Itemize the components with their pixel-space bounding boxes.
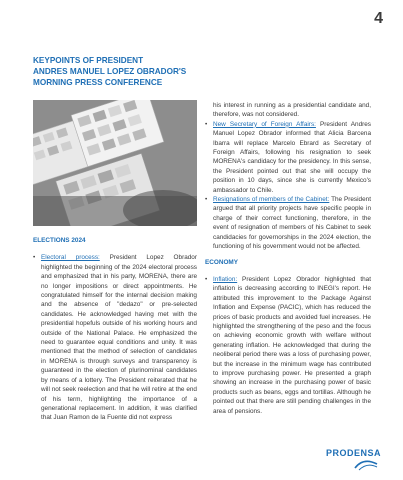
page-number: 4 bbox=[374, 10, 383, 27]
bullet-text: President Andres Manuel Lopez Obrador informed that Alicia Barcena Ibarra will replace Marcelo Ebrard as Secretary of Foreign Affairs, following his resignation to seek MORENA's candidacy for the presidency. In this sense, the President pointed out that she will occupy the position in 10 days, since she is currently Mexico's ambassador to Chile. bbox=[213, 120, 371, 194]
ballot-photo bbox=[33, 100, 197, 226]
bullet-lead: Resignations of members of the Cabinet: bbox=[213, 196, 330, 204]
bullet-lead: Electoral process: bbox=[41, 254, 100, 262]
right-column bbox=[205, 101, 371, 416]
logo-wordmark: PRODENSA bbox=[325, 448, 381, 458]
title-line: ANDRES MANUEL LOPEZ OBRADOR'S bbox=[33, 67, 187, 76]
bullet-lead: Inflation: bbox=[213, 275, 238, 283]
page-title bbox=[33, 55, 213, 88]
prodensa-logo bbox=[326, 448, 381, 472]
bullet-inflation bbox=[205, 275, 371, 416]
bullet-text: The President argued that all priority projects have specific people in charge of their correct functioning, therefore, in the event of resignation of members of his Cabinet to seek candidacies for governorships in the 2024 election, the functioning of his government would not be affected. bbox=[213, 196, 371, 251]
bullet-text: President Lopez Obrador highlighted the beginning of the 2024 electoral process and emphasized that in his party, MORENA, there are no longer impositions or direct appointments. He congratulated himself for the internal decision making and the absence of "dedazo" or pre-selected candidates. He acknowledged having met with the presidential hopefuls outside of his working hours and outside of the National Palace. He emphasized the need to guarantee equal conditions and unity. It was mentioned that the method of selection of candidates in MORENA is through surveys and transparency is guaranteed in the election of plurinominal candidates by means of a lottery. The President reiterated that he will not seek reelection and that he will retire at the end of his term, highlighting the importance of a generational replacement. In addition, it was clarified that Juan Ramon de la Fuente did not express bbox=[41, 254, 197, 422]
economy-heading: ECONOMY bbox=[205, 258, 239, 266]
continued-paragraph: his interest in running as a presidential candidate and, therefore, was not considered. bbox=[213, 102, 371, 119]
bullet-text: President Lopez Obrador highlighted that inflation is decreasing according to INEGI's report. He attributed this improvement to the Package Against Inflation and Expense (PACIC), which has reduced the prices of basic products and avoided fuel increases. He highlighted the strengthening of the peso and the focus on achieving economic growth with welfare without generating inflation. He acknowledged that during the neoliberal period there was a loss of purchasing power, but the increase in the minimum wage has contributed to improve purchasing power. He presented a graph showing an increase in the purchasing power of basic products such as beans, eggs and tortillas. Although he pointed out that there are still pending challenges in the area of pensions. bbox=[213, 275, 371, 415]
elections-heading: ELECTIONS 2024 bbox=[33, 237, 86, 244]
left-column bbox=[33, 236, 197, 423]
bullet-lead: New Secretary of Foreign Affairs: bbox=[213, 120, 316, 128]
ballot-photo-illustration bbox=[33, 100, 197, 226]
title-line: MORNING PRESS CONFERENCE bbox=[33, 78, 163, 87]
bullet-new-secretary bbox=[205, 120, 371, 195]
title-line: KEYPOINTS OF PRESIDENT bbox=[33, 56, 144, 65]
logo-swoosh-icon bbox=[351, 458, 381, 472]
bullet-electoral-process bbox=[33, 253, 197, 422]
bullet-cabinet-resignations bbox=[205, 195, 371, 251]
